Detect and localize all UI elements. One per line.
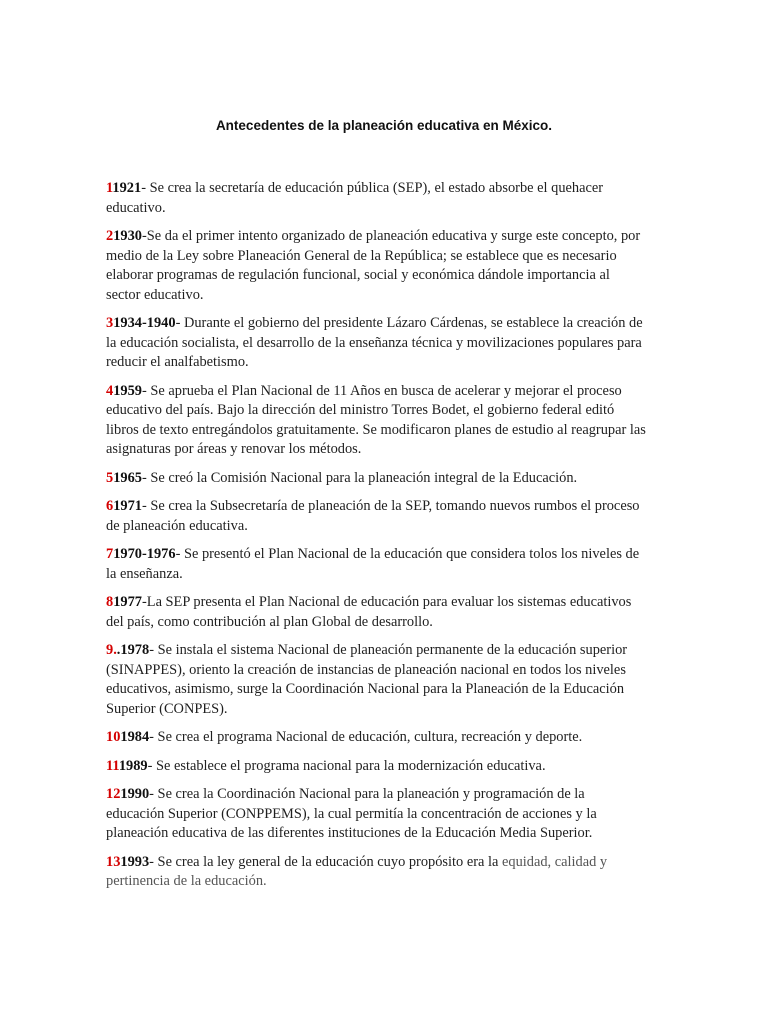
- item-text: - Se creó la Comisión Nacional para la planeación integral de la Educación.: [141, 469, 578, 486]
- item-year: 1934-1940: [113, 315, 176, 331]
- item-text: - Se crea la ley general de la educación cuyo propósito era la: [149, 853, 502, 870]
- item-number: 1: [106, 180, 113, 196]
- item-number: 13: [106, 853, 121, 870]
- list-item: [106, 314, 646, 373]
- list-item: [106, 227, 646, 305]
- item-highlight-text: equidad, calidad y pertinencia de la educación.: [106, 853, 608, 889]
- page-title: Antecedentes de la planeación educativa en México.: [215, 118, 553, 133]
- item-number: 11: [106, 757, 119, 774]
- list-item: [106, 853, 646, 892]
- item-year: 1970-1976: [113, 546, 176, 562]
- list-item: [106, 469, 646, 489]
- item-year: 1984: [120, 729, 150, 745]
- item-text: - Se crea el programa Nacional de educación, cultura, recreación y deporte.: [149, 729, 583, 745]
- list-item: [106, 382, 646, 460]
- item-number: 12: [106, 786, 121, 802]
- item-text: - Se crea la Subsecretaría de planeación de la SEP, tomando nuevos rumbos el proceso de planeación educativa.: [106, 498, 640, 534]
- item-year: 1993: [120, 853, 150, 870]
- item-year: 1959: [113, 382, 142, 399]
- item-year: 1921: [112, 180, 142, 196]
- list-item: [106, 785, 646, 844]
- item-text: - Se presentó el Plan Nacional de la educación que considera tolos los niveles de la enseñanza.: [106, 546, 640, 582]
- item-text: -Se da el primer intento organizado de planeación educativa y surge este concepto, por medio de la Ley sobre Planeación General de la República; se establece que es necesario elaborar programas de regulación funcional, social y económica dándole importancia al sector educativo.: [106, 228, 641, 303]
- item-number: 3: [106, 315, 114, 331]
- timeline-list: [106, 179, 646, 901]
- item-year: 1990: [120, 786, 150, 802]
- item-year: 1930: [113, 228, 142, 244]
- item-number: 5: [106, 469, 114, 486]
- item-text: - Se instala el sistema Nacional de planeación permanente de la educación superior (SINAPPES), oriento la creación de instancias de planeación nacional en todos los niveles educativos, asimismo, surge la Coordinación Nacional para la Planeación de la Educación Superior (CONPES).: [106, 642, 628, 717]
- item-year: 1965: [113, 469, 142, 486]
- list-item: [106, 593, 646, 632]
- item-text: - Durante el gobierno del presidente Lázaro Cárdenas, se establece la creación de la educación socialista, el desarrollo de la enseñanza técnica y movilizaciones populares para reducir el analfabetismo.: [106, 315, 643, 370]
- item-text: -La SEP presenta el Plan Nacional de educación para evaluar los sistemas educativos del país, como contribución al plan Global de desarrollo.: [106, 594, 632, 630]
- item-text: - Se crea la secretaría de educación pública (SEP), el estado absorbe el quehacer educativo.: [106, 180, 604, 216]
- item-number: 6: [106, 498, 114, 514]
- list-item: [106, 641, 646, 719]
- item-number: 2: [106, 228, 114, 244]
- item-number: 7: [106, 546, 114, 562]
- item-text: - Se crea la Coordinación Nacional para la planeación y programación de la educación Superior (CONPPEMS), la cual permitía la concentración de acciones y la planeación educativa de las diferentes instituciones de la Educación Media Superior.: [106, 786, 597, 841]
- list-item: [106, 179, 646, 218]
- item-text: - Se aprueba el Plan Nacional de 11 Años en busca de acelerar y mejorar el proceso educativo del país. Bajo la dirección del ministro Torres Bodet, el gobierno federal editó libros de texto entregándolos gratuitamente. Se modificaron planes de estudio al reagrupar las asignaturas por áreas y renovar los métodos.: [106, 382, 646, 457]
- item-number: 10: [106, 729, 121, 745]
- item-year: 1971: [113, 498, 142, 514]
- list-item: [106, 545, 646, 584]
- item-number: 8: [106, 594, 114, 610]
- list-item: [106, 757, 646, 777]
- list-item: [106, 728, 646, 748]
- list-item: [106, 497, 646, 536]
- item-number: 4: [106, 382, 114, 399]
- item-year: .1978: [116, 642, 150, 658]
- item-text: - Se establece el programa nacional para la modernización educativa.: [147, 757, 546, 774]
- item-number: 9.: [106, 642, 117, 658]
- item-year: 1977: [113, 594, 142, 610]
- item-year: 1989: [118, 757, 148, 774]
